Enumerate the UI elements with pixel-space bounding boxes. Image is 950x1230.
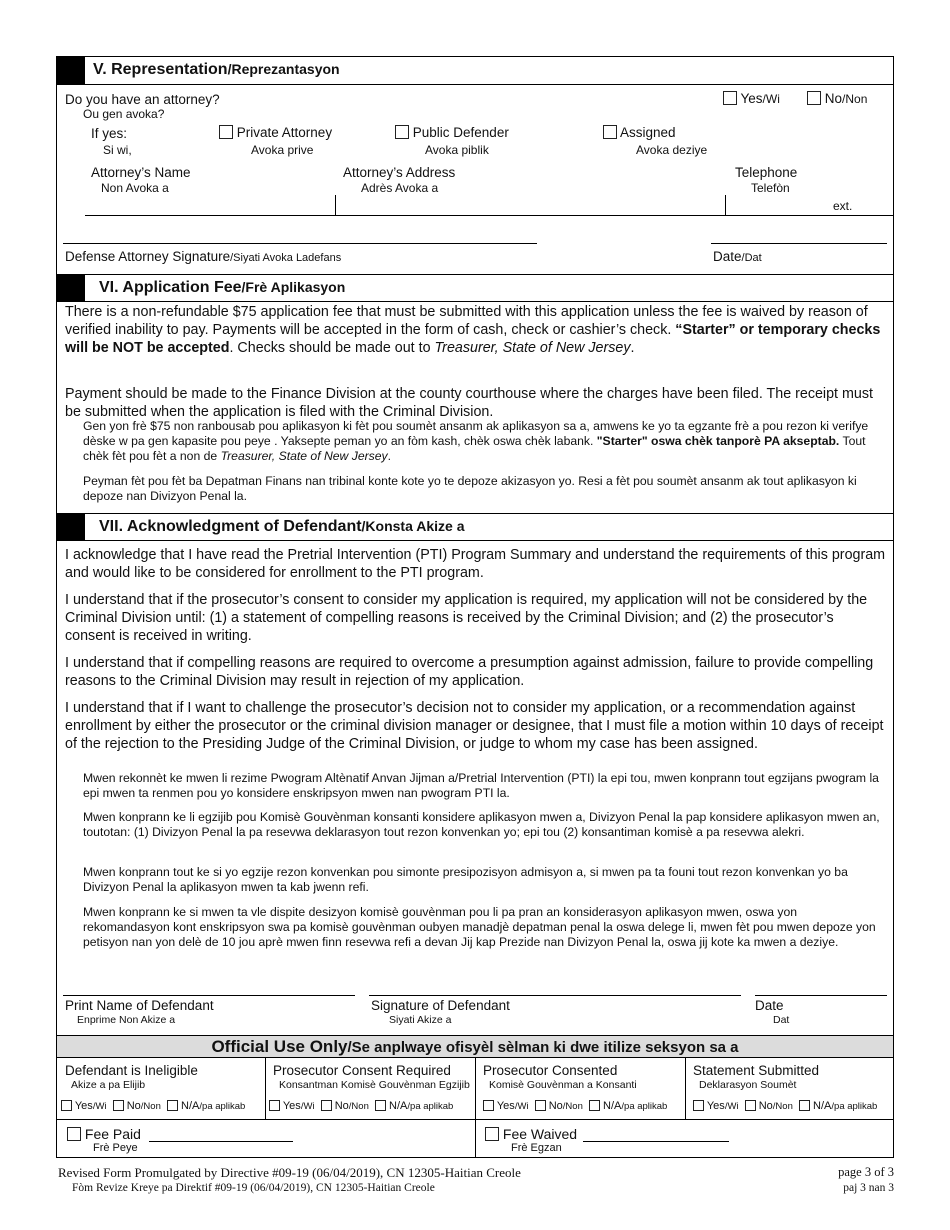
fee-paragraph-2-ht: Peyman fèt pou fèt ba Depatman Finans nan tribinal konte kote yo te depoze akizasyon yo. Resi a fèt pou soumèt ansanm ak tout aplikasyon ki depoze nan Divizyon Penal la. — [83, 474, 857, 503]
fee-paid-line[interactable] — [149, 1141, 293, 1142]
defendant-signature-line[interactable] — [369, 995, 741, 996]
defendant-date-ht: Dat — [773, 1014, 790, 1026]
defendant-date-label: Date — [755, 998, 784, 1013]
cell-ineligible-options: Yes/Wi No/Non N/A/pa aplikab — [61, 1100, 245, 1112]
public-defender-checkbox[interactable] — [395, 125, 409, 139]
attorney-name-ht: Non Avoka a — [101, 181, 169, 195]
attorney-question: Do you have an attorney? — [65, 92, 220, 107]
yes-checkbox[interactable] — [723, 91, 737, 105]
fee-paid-ht: Frè Peye — [93, 1142, 138, 1154]
fee-paragraph-1-ht: Gen yon frè $75 non ranbousab pou aplikasyon ki fèt pou soumèt ansanm ak aplikasyon sa a, amwens ke yo ta egzante frè a pou rezon ki verifye dèske w pa gen kapasite pou peye . Yaksepte peman yo an fòm kash, chèk oswa chèk labank. "Starter" oswa chèk tanporè PA akseptab. Tout chèk fèt pou fèt a non de Treasurer, State of New Jersey. — [83, 419, 869, 463]
fee-waived-ht: Frè Egzan — [511, 1142, 562, 1154]
assigned-checkbox[interactable] — [603, 125, 617, 139]
signature-line[interactable] — [63, 243, 537, 244]
footer-page-ht: paj 3 nan 3 — [843, 1182, 894, 1194]
divider — [335, 195, 336, 215]
fee-waived-checkbox[interactable] — [485, 1127, 499, 1141]
cell-ineligible-sub: Akize a pa Elijib — [71, 1079, 146, 1091]
ack-paragraph-2-ht: Mwen konprann ke li egzijib pou Komisè Gouvènman konsanti konsidere aplikasyon mwen a, Divizyon Penal la pap konsidere aplikasyon mwen an, toutotan: (1) Divizyon Penal la pa resevwa deklarasyon tout rezon konvenkan yo; epi tou (2) konsantiman komisè a pa resevwa alekri. — [83, 810, 880, 839]
defendant-date-line[interactable] — [755, 995, 887, 996]
ack-paragraph-3: I understand that if compelling reasons are required to overcome a presumption against admission, failure to provide compelling reasons to the Criminal Division may result in rejection of my application. — [65, 655, 874, 689]
no-checkbox[interactable] — [535, 1100, 546, 1111]
defense-signature-label: Defense Attorney Signature/Siyati Avoka Ladefans — [65, 249, 342, 264]
cell-statement-sub: Deklarasyon Soumèt — [699, 1079, 797, 1091]
telephone-label: Telephone — [735, 165, 798, 180]
defendant-signature-label: Signature of Defendant — [371, 998, 510, 1013]
divider — [265, 1058, 266, 1119]
divider — [685, 1058, 686, 1119]
assigned-option[interactable]: Assigned — [603, 125, 676, 140]
cell-consent-required-sub: Konsantman Komisè Gouvènman Egzijib — [279, 1079, 470, 1091]
cell-consented-options: Yes/Wi No/Non N/A/pa aplikab — [483, 1100, 667, 1112]
na-checkbox[interactable] — [167, 1100, 178, 1111]
no-checkbox[interactable] — [807, 91, 821, 105]
public-defender-option[interactable]: Public Defender — [395, 125, 509, 140]
print-name-line[interactable] — [63, 995, 355, 996]
section-6-title: VI. Application Fee/Frè Aplikasyon — [99, 279, 346, 296]
ack-paragraph-1: I acknowledge that I have read the Pretrial Intervention (PTI) Program Summary and understand the requirements of this program and would like to be considered for enrollment to the PTI program. — [65, 547, 886, 581]
defense-date-label: Date/Dat — [713, 249, 762, 264]
footer-revision: Revised Form Promulgated by Directive #09-19 (06/04/2019), CN 12305-Haitian Creole — [58, 1165, 521, 1180]
ack-paragraph-1-ht: Mwen rekonnèt ke mwen li rezime Pwogram Altènatif Anvan Jijman a/Pretrial Intervention (PTI) la epi tou, mwen konprann tout egzijans pwogram la epi mwen ta renmen pou yo konsidere enskripsyon mwen nan pwogram PTI la. — [83, 771, 879, 800]
ack-paragraph-4: I understand that if I want to challenge the prosecutor’s decision not to consider my application, or a recommendation against enrollment by either the prosecutor or the criminal division manager or designee, that I must file a motion within 10 days of receipt of the rejection to the Presiding Judge of the Criminal Division, or judge to whom my case has been assigned. — [65, 700, 884, 752]
private-attorney-checkbox[interactable] — [219, 125, 233, 139]
section-7-header — [57, 513, 893, 541]
na-checkbox[interactable] — [375, 1100, 386, 1111]
divider — [725, 195, 726, 215]
na-checkbox[interactable] — [589, 1100, 600, 1111]
print-name-label: Print Name of Defendant — [65, 998, 214, 1013]
attorney-question-ht: Ou gen avoka? — [83, 107, 165, 121]
form-frame — [56, 56, 894, 1158]
cell-statement-options: Yes/Wi No/Non N/A/pa aplikab — [693, 1100, 877, 1112]
print-name-ht: Enprime Non Akize a — [77, 1014, 176, 1026]
telephone-ht: Telefòn — [751, 181, 790, 195]
private-attorney-option[interactable]: Private Attorney — [219, 125, 332, 140]
divider — [475, 1058, 476, 1158]
section-5-header — [57, 57, 893, 85]
no-checkbox[interactable] — [113, 1100, 124, 1111]
ack-paragraph-2: I understand that if the prosecutor’s consent to consider my application is required, my application will not be considered by the Criminal Division until: (1) a statement of compelling reasons is received by the Criminal Division; and (2) the prosecutor’s consent is received in writing. — [65, 592, 868, 644]
date-line[interactable] — [711, 243, 887, 244]
footer-page: page 3 of 3 — [838, 1165, 894, 1179]
attorney-name-label: Attorney’s Name — [91, 165, 191, 180]
cell-consented-sub: Komisè Gouvènman a Konsanti — [489, 1079, 637, 1091]
yes-checkbox[interactable] — [61, 1100, 72, 1111]
section-7-title: VII. Acknowledgment of Defendant/Konsta Akize a — [99, 518, 465, 535]
cell-statement-title: Statement Submitted — [693, 1063, 820, 1078]
ack-paragraph-3-ht: Mwen konprann tout ke si yo egzije rezon konvenkan pou simonte presipozisyon admisyon a, si mwen pa ta founi tout rezon konvenkan yo ba Divizyon Penal la aplikasyon mwen ta kab jwenn refi. — [83, 865, 848, 894]
no-checkbox[interactable] — [745, 1100, 756, 1111]
fee-paragraph-1: There is a non-refundable $75 application fee that must be submitted with this application unless the fee is waived by reason of verified inability to pay. Payments will be accepted in the form of cash, check or cashier’s check. “Starter” or temporary checks will be NOT be accepted. Checks should be made out to Treasurer, State of New Jersey. — [65, 304, 881, 356]
yes-checkbox[interactable] — [483, 1100, 494, 1111]
assigned-ht: Avoka deziye — [636, 143, 708, 157]
attorney-address-ht: Adrès Avoka a — [361, 181, 439, 195]
attorney-yes-option[interactable]: Yes/Wi — [723, 91, 780, 106]
section-marker — [57, 275, 85, 301]
fee-waived-line[interactable] — [583, 1141, 729, 1142]
section-marker — [57, 57, 85, 84]
section-marker — [57, 514, 85, 540]
cell-consented-title: Prosecutor Consented — [483, 1063, 618, 1078]
section-6-header — [57, 274, 893, 302]
public-defender-ht: Avoka piblik — [425, 143, 489, 157]
private-attorney-ht: Avoka prive — [251, 143, 314, 157]
ext-label: ext. — [833, 199, 853, 213]
footer-revision-ht: Fòm Revize Kreye pa Direktif #09-19 (06/04/2019), CN 12305-Haitian Creole — [72, 1182, 435, 1194]
cell-consent-required-title: Prosecutor Consent Required — [273, 1063, 451, 1078]
defendant-signature-ht: Siyati Akize a — [389, 1014, 452, 1026]
fee-paid-checkbox[interactable] — [67, 1127, 81, 1141]
cell-consent-required-options: Yes/Wi No/Non N/A/pa aplikab — [269, 1100, 453, 1112]
divider — [57, 1119, 893, 1120]
yes-checkbox[interactable] — [693, 1100, 704, 1111]
official-use-header — [57, 1035, 893, 1058]
attorney-no-option[interactable]: No/Non — [807, 91, 867, 106]
if-yes-label-ht: Si wi, — [103, 143, 132, 157]
fee-paid-option[interactable]: Fee Paid — [67, 1126, 141, 1142]
fee-waived-option[interactable]: Fee Waived — [485, 1126, 577, 1142]
no-checkbox[interactable] — [321, 1100, 332, 1111]
na-checkbox[interactable] — [799, 1100, 810, 1111]
official-use-title: Official Use Only/Se anplwaye ofisyèl sèlman ki dwe itilize seksyon sa a — [211, 1037, 739, 1056]
yes-checkbox[interactable] — [269, 1100, 280, 1111]
if-yes-label: If yes: — [91, 126, 128, 141]
attorney-address-label: Attorney’s Address — [343, 165, 456, 180]
cell-ineligible-title: Defendant is Ineligible — [65, 1063, 198, 1078]
divider — [85, 215, 893, 216]
ack-paragraph-4-ht: Mwen konprann ke si mwen ta vle dispite desizyon komisè gouvènman pou li pa pran an konsiderasyon aplikasyon mwen, oswa yon rekomandasyon kont enskripsyon swa pa komisè gouvènman oubyen manadjè depatman penal la oswa delege li, mwen fèt pou mwen depoze yon petisyon nan yon delè de 10 jou aprè mwen finn resevwa refi a devan Jij kap Prezide nan Divizyon Penal la, oswa jij kote ka mwen a deziye. — [83, 905, 876, 949]
fee-paragraph-2: Payment should be made to the Finance Division at the county courthouse where the charges have been filed. The receipt must be submitted when the application is filed with the Criminal Division. — [65, 386, 873, 420]
section-5-title: V. Representation/Reprezantasyon — [93, 61, 340, 78]
